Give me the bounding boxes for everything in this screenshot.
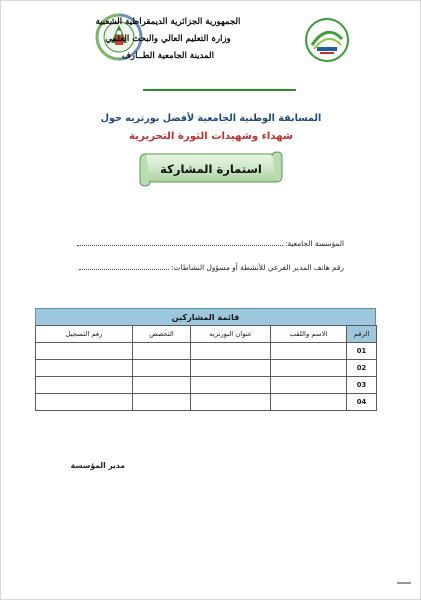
row-number: 01 (347, 343, 377, 360)
participants-grid (35, 325, 377, 411)
registration-number-cell[interactable] (36, 343, 133, 360)
director-signature-label: مدير المؤسسة (70, 461, 125, 470)
portrait-title-cell[interactable] (191, 377, 271, 394)
name-cell[interactable] (271, 377, 347, 394)
table-row (36, 377, 377, 394)
portrait-title-cell[interactable] (191, 343, 271, 360)
column-header-name: الاسم واللقب (271, 326, 347, 343)
scanner-mark (397, 582, 411, 584)
competition-title: المسابقة الوطنية الجامعية لأفضل بورتريه حول (100, 113, 322, 124)
column-header-registration-number: رقم التسجيل (36, 326, 133, 343)
row-number: 02 (347, 360, 377, 377)
registration-number-cell[interactable] (36, 360, 133, 377)
column-header-number: الرقم (347, 326, 377, 343)
institution-field (77, 239, 344, 248)
republic-name: الجمهورية الجزائرية الديمقراطية الشعبية (95, 17, 241, 27)
table-row (36, 394, 377, 411)
column-header-portrait-title: عنوان البورتريه (191, 326, 271, 343)
phone-input-line[interactable] (79, 263, 169, 270)
participants-table (35, 308, 376, 411)
row-number: 04 (347, 394, 377, 411)
specialty-cell[interactable] (133, 394, 191, 411)
registration-number-cell[interactable] (36, 394, 133, 411)
row-number: 03 (347, 377, 377, 394)
competition-subtitle: شهداء وشهيدات الثورة التحريرية (129, 131, 293, 142)
specialty-cell[interactable] (133, 343, 191, 360)
institution-input-line[interactable] (77, 239, 283, 246)
specialty-cell[interactable] (133, 377, 191, 394)
registration-number-cell[interactable] (36, 377, 133, 394)
ministry-name: وزارة التعليم العالي والبحث العلمي (105, 34, 231, 44)
university-city-name: المدينة الجامعية الطــارف (122, 51, 214, 61)
specialty-cell[interactable] (133, 360, 191, 377)
table-row (36, 343, 377, 360)
institution-label: المؤسسة الجامعية: (284, 239, 344, 248)
portrait-title-cell[interactable] (191, 360, 271, 377)
column-header-specialty: التخصص (133, 326, 191, 343)
table-header-row (36, 326, 377, 343)
banner-title: استمارة المشاركة (160, 162, 262, 176)
portrait-title-cell[interactable] (191, 394, 271, 411)
phone-field (79, 263, 344, 272)
name-cell[interactable] (271, 394, 347, 411)
name-cell[interactable] (271, 360, 347, 377)
table-row (36, 360, 377, 377)
header-divider (143, 89, 296, 91)
participants-table-title: قائمة المشاركين (35, 308, 376, 325)
name-cell[interactable] (271, 343, 347, 360)
phone-label: رقم هاتف المدير الفرعي للأنشطة أو مسؤول النشاطات: (171, 263, 344, 272)
university-residence-logo-icon (304, 17, 350, 63)
